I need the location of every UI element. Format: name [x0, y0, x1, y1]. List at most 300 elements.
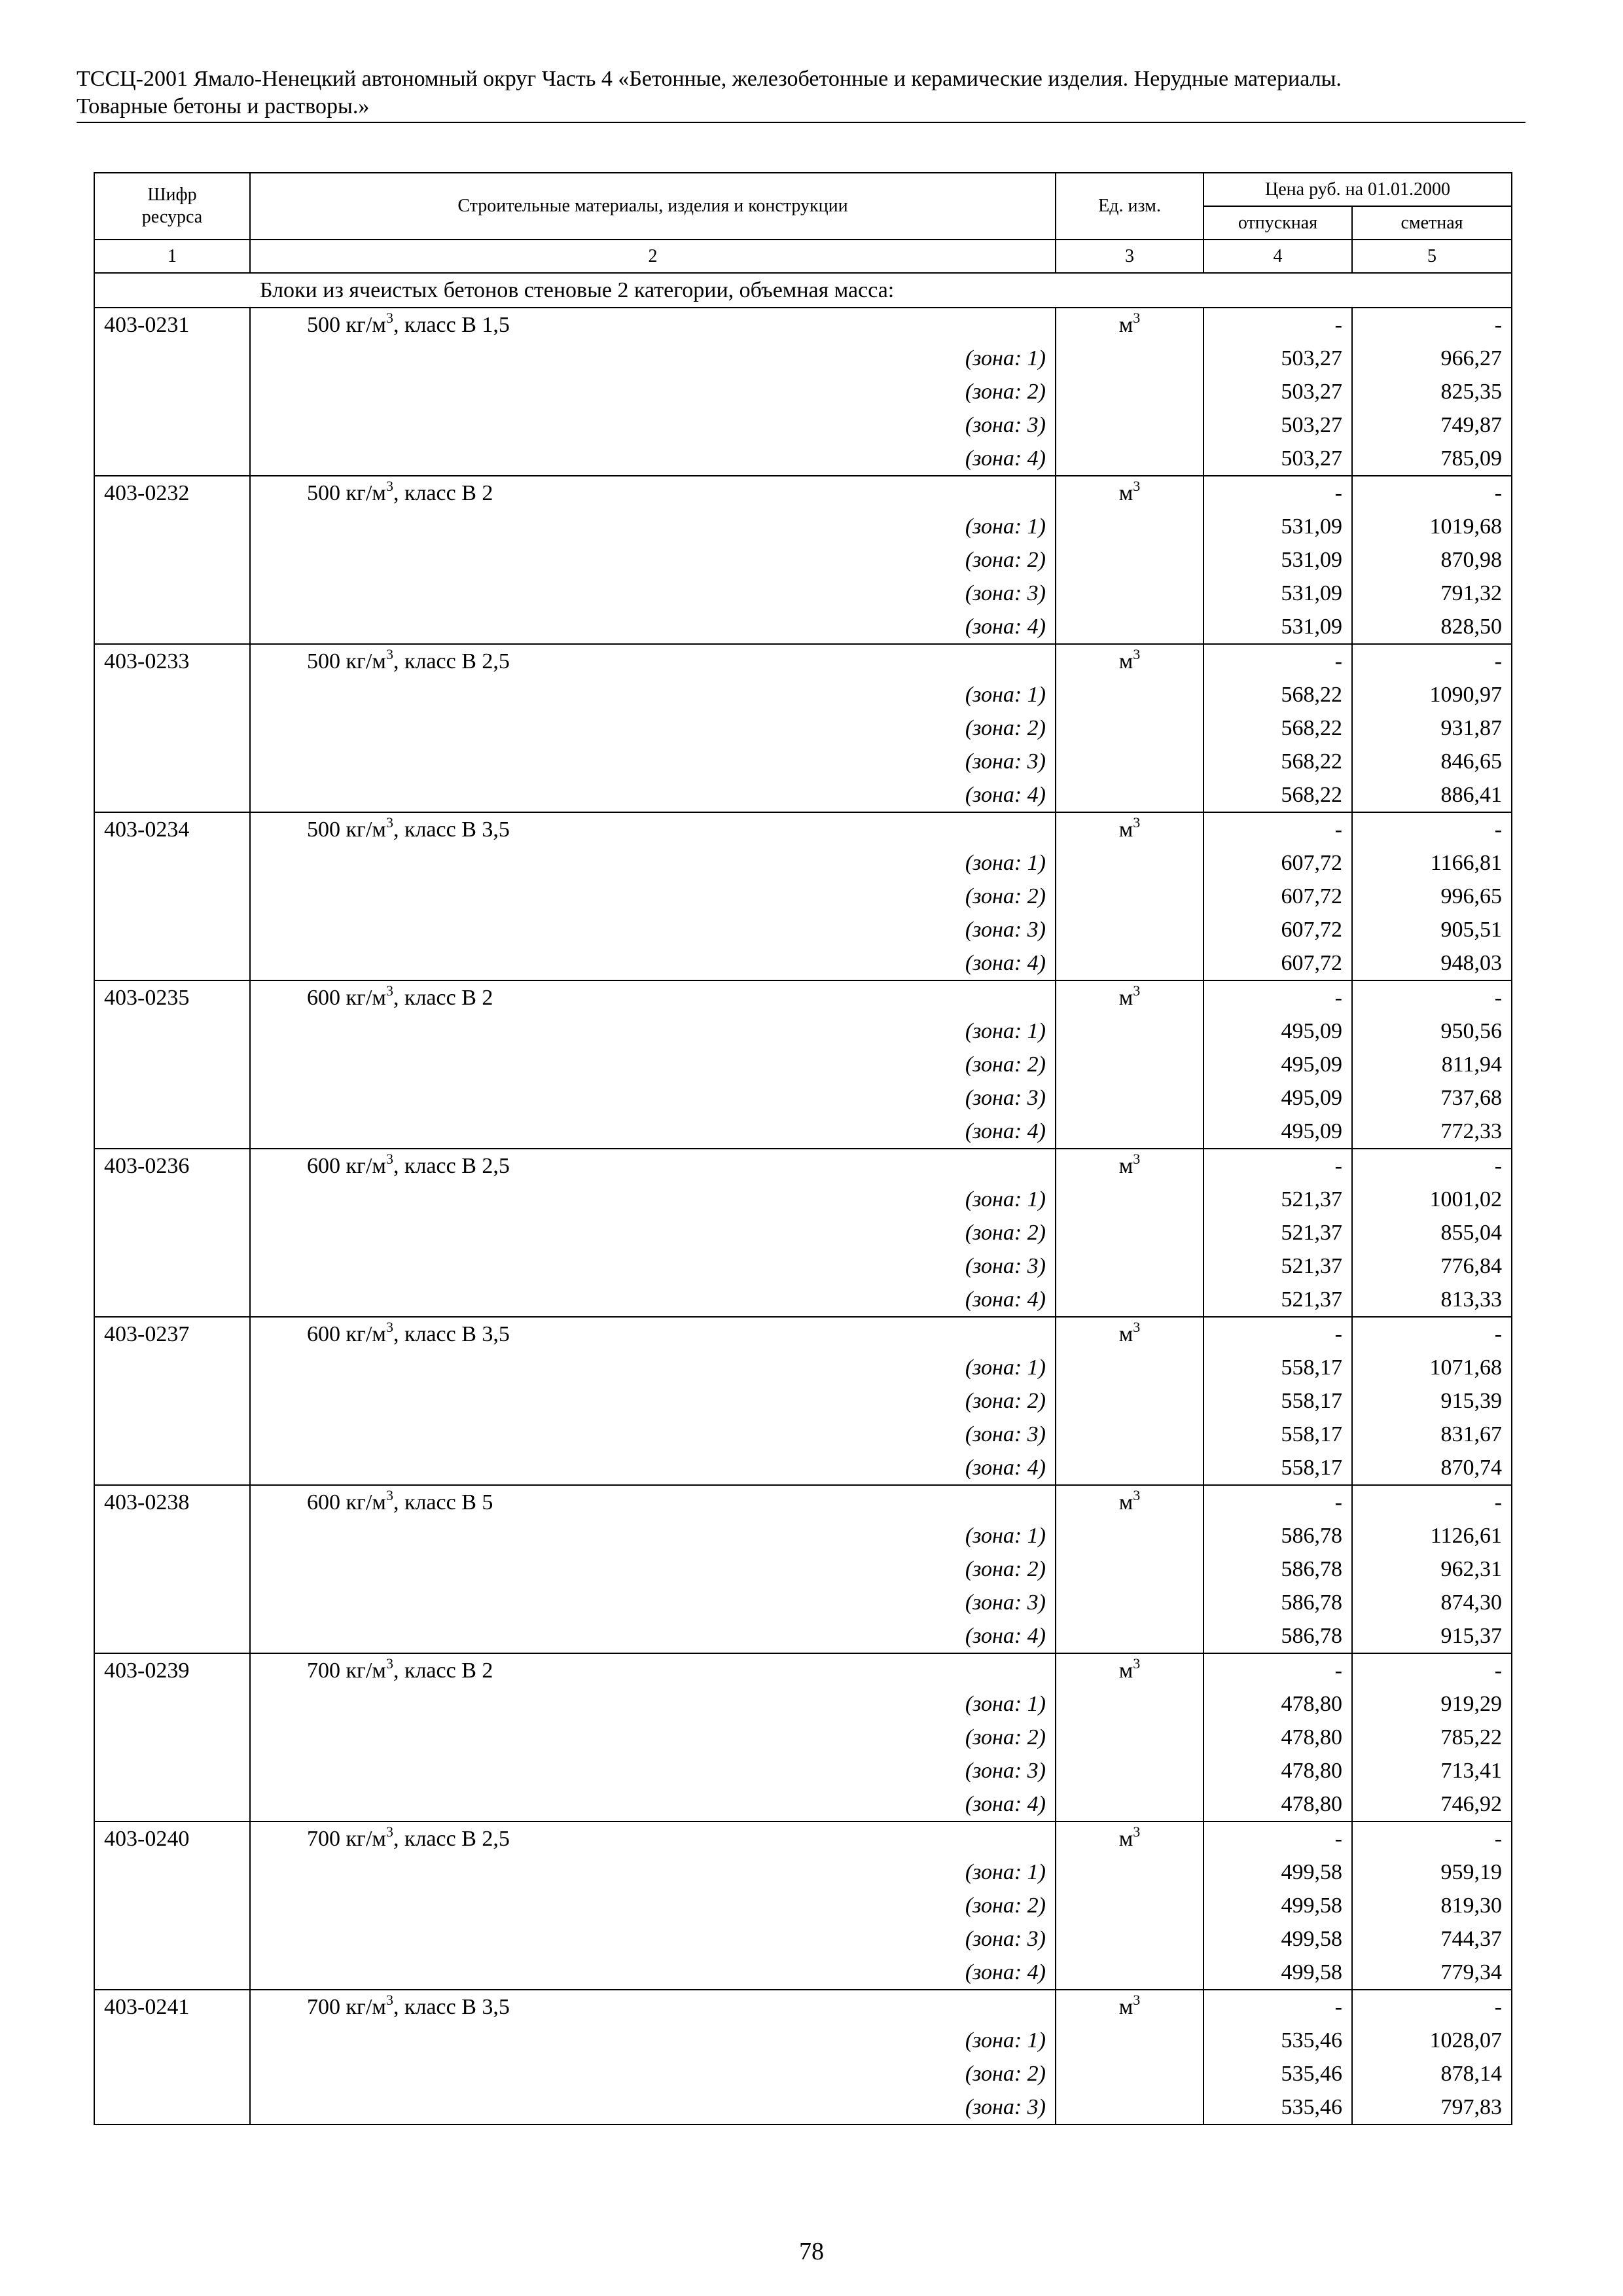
price-table-body: [94, 173, 1512, 2125]
zone-label: (зона: 4): [250, 610, 1056, 644]
empty-cell: [94, 846, 250, 880]
estimate-price: 878,14: [1352, 2057, 1512, 2090]
zone-label: (зона: 1): [250, 846, 1056, 880]
zone-label: (зона: 2): [250, 1889, 1056, 1922]
empty-cell: [94, 1787, 250, 1821]
col-head-name: Строительные материалы, изделия и конструкции: [250, 173, 1056, 240]
resource-code: 403-0237: [94, 1317, 250, 1351]
empty-cell: [1056, 1721, 1204, 1754]
estimate-price: -: [1352, 1485, 1512, 1519]
item-density: 600 кг/м: [307, 1322, 386, 1346]
zone-row: [94, 1384, 1512, 1418]
zone-label: (зона: 1): [250, 678, 1056, 711]
zone-row: [94, 375, 1512, 408]
unit-label: м: [1118, 1995, 1133, 2019]
wholesale-price: 503,27: [1204, 408, 1352, 442]
zone-row: [94, 342, 1512, 375]
item-row: [94, 476, 1512, 510]
unit-cell: [1056, 1990, 1204, 2024]
estimate-price: -: [1352, 980, 1512, 1014]
empty-cell: [94, 2024, 250, 2057]
zone-row: [94, 510, 1512, 543]
wholesale-price: -: [1204, 1990, 1352, 2024]
empty-cell: [1056, 1384, 1204, 1418]
item-name: [250, 812, 1056, 846]
zone-row: [94, 846, 1512, 880]
empty-cell: [1056, 2090, 1204, 2125]
estimate-price: 1090,97: [1352, 678, 1512, 711]
zone-label: (зона: 4): [250, 946, 1056, 980]
item-row: [94, 308, 1512, 342]
item-name: [250, 1990, 1056, 2024]
zone-label: (зона: 3): [250, 1081, 1056, 1115]
zone-row: [94, 1451, 1512, 1485]
empty-cell: [1056, 946, 1204, 980]
item-class: , класс В 3,5: [393, 1322, 510, 1346]
unit-label: м: [1118, 817, 1133, 842]
unit-cell: [1056, 308, 1204, 342]
empty-cell: [1056, 778, 1204, 812]
empty-cell: [94, 1552, 250, 1586]
empty-cell: [1056, 1956, 1204, 1990]
unit-superscript: 3: [1133, 1150, 1141, 1167]
item-density: 700 кг/м: [307, 1995, 386, 2019]
estimate-price: 959,19: [1352, 1856, 1512, 1889]
empty-cell: [1056, 442, 1204, 476]
item-row: [94, 1990, 1512, 2024]
resource-code: 403-0238: [94, 1485, 250, 1519]
item-class: , класс В 2,5: [393, 1154, 510, 1178]
wholesale-price: 531,09: [1204, 510, 1352, 543]
empty-cell: [94, 1687, 250, 1721]
unit-superscript: 3: [1133, 814, 1141, 831]
zone-row: [94, 1283, 1512, 1317]
item-row: [94, 644, 1512, 678]
empty-cell: [94, 1586, 250, 1619]
wholesale-price: -: [1204, 1149, 1352, 1183]
cubic-superscript: 3: [385, 1150, 393, 1167]
empty-cell: [94, 1889, 250, 1922]
unit-label: м: [1118, 1154, 1133, 1178]
wholesale-price: 495,09: [1204, 1048, 1352, 1081]
estimate-price: 905,51: [1352, 913, 1512, 946]
col-head-wholesale: отпускная: [1204, 206, 1352, 240]
table-header-row: [94, 173, 1512, 206]
wholesale-price: 568,22: [1204, 678, 1352, 711]
estimate-price: 744,37: [1352, 1922, 1512, 1956]
zone-label: (зона: 2): [250, 880, 1056, 913]
wholesale-price: -: [1204, 812, 1352, 846]
zone-row: [94, 1889, 1512, 1922]
col-head-estimate: сметная: [1352, 206, 1512, 240]
estimate-price: 870,98: [1352, 543, 1512, 577]
empty-cell: [94, 1048, 250, 1081]
zone-row: [94, 880, 1512, 913]
estimate-price: 1071,68: [1352, 1351, 1512, 1384]
empty-cell: [1056, 375, 1204, 408]
unit-superscript: 3: [1133, 1655, 1141, 1672]
empty-cell: [1056, 543, 1204, 577]
item-density: 700 кг/м: [307, 1659, 386, 1683]
wholesale-price: -: [1204, 1821, 1352, 1856]
item-density: 600 кг/м: [307, 1490, 386, 1515]
zone-label: (зона: 3): [250, 1249, 1056, 1283]
item-class: , класс В 3,5: [393, 817, 510, 842]
zone-row: [94, 745, 1512, 778]
wholesale-price: 503,27: [1204, 342, 1352, 375]
wholesale-price: 586,78: [1204, 1552, 1352, 1586]
empty-cell: [94, 1856, 250, 1889]
zone-row: [94, 678, 1512, 711]
wholesale-price: 531,09: [1204, 610, 1352, 644]
wholesale-price: 586,78: [1204, 1619, 1352, 1653]
wholesale-price: -: [1204, 980, 1352, 1014]
header-line-1: ТССЦ-2001 Ямало-Ненецкий автономный округ Часть 4 «Бетонные, железобетонные и керамические изделия. Нерудные материалы.: [77, 67, 1342, 91]
estimate-price: 931,87: [1352, 711, 1512, 745]
empty-cell: [94, 1216, 250, 1249]
resource-code: 403-0234: [94, 812, 250, 846]
zone-row: [94, 1619, 1512, 1653]
item-name: [250, 1485, 1056, 1519]
cubic-superscript: 3: [385, 814, 393, 831]
unit-superscript: 3: [1133, 982, 1141, 999]
empty-cell: [94, 1754, 250, 1787]
item-row: [94, 812, 1512, 846]
estimate-price: -: [1352, 308, 1512, 342]
empty-cell: [94, 1519, 250, 1552]
zone-row: [94, 1922, 1512, 1956]
empty-cell: [94, 1451, 250, 1485]
empty-cell: [1056, 846, 1204, 880]
unit-superscript: 3: [1133, 1486, 1141, 1503]
zone-label: (зона: 3): [250, 408, 1056, 442]
wholesale-price: 521,37: [1204, 1183, 1352, 1216]
empty-cell: [94, 1283, 250, 1317]
empty-cell: [1056, 1418, 1204, 1451]
item-density: 500 кг/м: [307, 481, 386, 505]
empty-cell: [1056, 577, 1204, 610]
cubic-superscript: 3: [385, 1991, 393, 2008]
col-num-1: 1: [94, 240, 250, 273]
wholesale-price: 531,09: [1204, 543, 1352, 577]
zone-label: (зона: 3): [250, 1754, 1056, 1787]
unit-cell: [1056, 1149, 1204, 1183]
column-number-row: [94, 240, 1512, 273]
wholesale-price: 521,37: [1204, 1249, 1352, 1283]
zone-label: (зона: 2): [250, 1048, 1056, 1081]
wholesale-price: 607,72: [1204, 946, 1352, 980]
empty-cell: [94, 2090, 250, 2125]
estimate-price: 791,32: [1352, 577, 1512, 610]
section-title: Блоки из ячеистых бетонов стеновые 2 категории, объемная масса:: [94, 273, 1512, 308]
item-name: [250, 476, 1056, 510]
unit-label: м: [1118, 986, 1133, 1010]
empty-cell: [94, 913, 250, 946]
resource-code: 403-0236: [94, 1149, 250, 1183]
zone-row: [94, 913, 1512, 946]
estimate-price: -: [1352, 1821, 1512, 1856]
unit-superscript: 3: [1133, 477, 1141, 494]
item-row: [94, 980, 1512, 1014]
empty-cell: [1056, 1014, 1204, 1048]
empty-cell: [94, 711, 250, 745]
zone-label: (зона: 4): [250, 1451, 1056, 1485]
empty-cell: [1056, 408, 1204, 442]
wholesale-price: 568,22: [1204, 778, 1352, 812]
wholesale-price: 558,17: [1204, 1384, 1352, 1418]
zone-label: (зона: 4): [250, 1283, 1056, 1317]
zone-row: [94, 543, 1512, 577]
zone-label: (зона: 4): [250, 1787, 1056, 1821]
empty-cell: [94, 1721, 250, 1754]
zone-label: (зона: 4): [250, 1619, 1056, 1653]
estimate-price: 855,04: [1352, 1216, 1512, 1249]
empty-cell: [1056, 1552, 1204, 1586]
wholesale-price: 495,09: [1204, 1081, 1352, 1115]
wholesale-price: 499,58: [1204, 1956, 1352, 1990]
zone-row: [94, 577, 1512, 610]
wholesale-price: 531,09: [1204, 577, 1352, 610]
item-row: [94, 1317, 1512, 1351]
cubic-superscript: 3: [385, 309, 393, 326]
zone-label: (зона: 2): [250, 1721, 1056, 1754]
empty-cell: [94, 1249, 250, 1283]
unit-label: м: [1118, 481, 1133, 505]
empty-cell: [1056, 1889, 1204, 1922]
item-class: , класс В 2: [393, 1659, 493, 1683]
estimate-price: 785,09: [1352, 442, 1512, 476]
item-name: [250, 644, 1056, 678]
estimate-price: 749,87: [1352, 408, 1512, 442]
cubic-superscript: 3: [385, 477, 393, 494]
wholesale-price: 558,17: [1204, 1451, 1352, 1485]
estimate-price: 1166,81: [1352, 846, 1512, 880]
empty-cell: [1056, 1787, 1204, 1821]
col-head-code: Шифр ресурса: [94, 173, 250, 240]
zone-row: [94, 1754, 1512, 1787]
cubic-superscript: 3: [385, 645, 393, 662]
wholesale-price: 568,22: [1204, 711, 1352, 745]
wholesale-price: 607,72: [1204, 846, 1352, 880]
document-header: [77, 65, 1524, 120]
empty-cell: [1056, 2024, 1204, 2057]
cubic-superscript: 3: [385, 1655, 393, 1672]
zone-label: (зона: 1): [250, 342, 1056, 375]
resource-code: 403-0241: [94, 1990, 250, 2024]
section-row: [94, 273, 1512, 308]
empty-cell: [94, 342, 250, 375]
unit-superscript: 3: [1133, 1823, 1141, 1840]
empty-cell: [1056, 913, 1204, 946]
empty-cell: [94, 1014, 250, 1048]
wholesale-price: 478,80: [1204, 1721, 1352, 1754]
empty-cell: [94, 880, 250, 913]
wholesale-price: 499,58: [1204, 1889, 1352, 1922]
item-class: , класс В 3,5: [393, 1995, 510, 2019]
empty-cell: [94, 510, 250, 543]
unit-cell: [1056, 1317, 1204, 1351]
zone-row: [94, 1183, 1512, 1216]
wholesale-price: 495,09: [1204, 1115, 1352, 1149]
zone-label: (зона: 1): [250, 1519, 1056, 1552]
unit-cell: [1056, 812, 1204, 846]
zone-label: (зона: 2): [250, 2057, 1056, 2090]
page-number: 78: [799, 2238, 824, 2265]
estimate-price: 948,03: [1352, 946, 1512, 980]
estimate-price: 886,41: [1352, 778, 1512, 812]
zone-label: (зона: 1): [250, 1183, 1056, 1216]
empty-cell: [1056, 510, 1204, 543]
col-head-price: Цена руб. на 01.01.2000: [1204, 173, 1512, 206]
wholesale-price: 586,78: [1204, 1519, 1352, 1552]
empty-cell: [94, 1619, 250, 1653]
zone-label: (зона: 3): [250, 577, 1056, 610]
estimate-price: -: [1352, 644, 1512, 678]
estimate-price: -: [1352, 476, 1512, 510]
unit-cell: [1056, 644, 1204, 678]
item-class: , класс В 2,5: [393, 1827, 510, 1851]
zone-label: (зона: 2): [250, 1216, 1056, 1249]
estimate-price: 797,83: [1352, 2090, 1512, 2125]
unit-cell: [1056, 1821, 1204, 1856]
zone-row: [94, 610, 1512, 644]
estimate-price: -: [1352, 812, 1512, 846]
empty-cell: [1056, 1856, 1204, 1889]
item-density: 500 кг/м: [307, 313, 386, 337]
empty-cell: [94, 745, 250, 778]
item-name: [250, 980, 1056, 1014]
empty-cell: [94, 1418, 250, 1451]
wholesale-price: 535,46: [1204, 2057, 1352, 2090]
wholesale-price: -: [1204, 1653, 1352, 1687]
header-line-2: Товарные бетоны и растворы.»: [77, 94, 370, 118]
empty-cell: [1056, 1283, 1204, 1317]
empty-cell: [1056, 1081, 1204, 1115]
zone-row: [94, 1586, 1512, 1619]
item-class: , класс В 5: [393, 1490, 493, 1515]
zone-row: [94, 1721, 1512, 1754]
wholesale-price: 499,58: [1204, 1922, 1352, 1956]
cubic-superscript: 3: [385, 1823, 393, 1840]
unit-cell: [1056, 1653, 1204, 1687]
wholesale-price: 478,80: [1204, 1787, 1352, 1821]
zone-row: [94, 1351, 1512, 1384]
empty-cell: [1056, 1115, 1204, 1149]
zone-row: [94, 1115, 1512, 1149]
zone-row: [94, 2024, 1512, 2057]
empty-cell: [94, 408, 250, 442]
header-divider: [77, 122, 1525, 123]
zone-row: [94, 442, 1512, 476]
item-class: , класс В 1,5: [393, 313, 510, 337]
zone-row: [94, 1048, 1512, 1081]
zone-label: (зона: 3): [250, 1418, 1056, 1451]
estimate-price: -: [1352, 1317, 1512, 1351]
unit-label: м: [1118, 1827, 1133, 1851]
estimate-price: 825,35: [1352, 375, 1512, 408]
empty-cell: [94, 1956, 250, 1990]
empty-cell: [1056, 1687, 1204, 1721]
estimate-price: 919,29: [1352, 1687, 1512, 1721]
resource-code: 403-0233: [94, 644, 250, 678]
zone-row: [94, 408, 1512, 442]
zone-label: (зона: 2): [250, 543, 1056, 577]
zone-label: (зона: 4): [250, 1956, 1056, 1990]
zone-row: [94, 1856, 1512, 1889]
empty-cell: [94, 442, 250, 476]
zone-label: (зона: 2): [250, 1384, 1056, 1418]
cubic-superscript: 3: [385, 982, 393, 999]
wholesale-price: 568,22: [1204, 745, 1352, 778]
wholesale-price: 478,80: [1204, 1754, 1352, 1787]
empty-cell: [94, 610, 250, 644]
zone-row: [94, 1249, 1512, 1283]
unit-cell: [1056, 1485, 1204, 1519]
unit-cell: [1056, 980, 1204, 1014]
wholesale-price: 495,09: [1204, 1014, 1352, 1048]
zone-label: (зона: 1): [250, 510, 1056, 543]
col-head-unit: Ед. изм.: [1056, 173, 1204, 240]
zone-label: (зона: 4): [250, 442, 1056, 476]
zone-label: (зона: 3): [250, 1586, 1056, 1619]
estimate-price: 1028,07: [1352, 2024, 1512, 2057]
wholesale-price: 535,46: [1204, 2024, 1352, 2057]
wholesale-price: 503,27: [1204, 375, 1352, 408]
zone-label: (зона: 3): [250, 745, 1056, 778]
item-name: [250, 1653, 1056, 1687]
empty-cell: [94, 577, 250, 610]
wholesale-price: 607,72: [1204, 913, 1352, 946]
empty-cell: [94, 1115, 250, 1149]
zone-label: (зона: 1): [250, 1687, 1056, 1721]
wholesale-price: 558,17: [1204, 1351, 1352, 1384]
zone-label: (зона: 2): [250, 1552, 1056, 1586]
estimate-price: 828,50: [1352, 610, 1512, 644]
empty-cell: [1056, 678, 1204, 711]
wholesale-price: -: [1204, 1485, 1352, 1519]
estimate-price: 915,37: [1352, 1619, 1512, 1653]
empty-cell: [1056, 745, 1204, 778]
estimate-price: 785,22: [1352, 1721, 1512, 1754]
col-num-3: 3: [1056, 240, 1204, 273]
item-class: , класс В 2: [393, 986, 493, 1010]
item-density: 500 кг/м: [307, 817, 386, 842]
zone-row: [94, 2090, 1512, 2125]
estimate-price: 772,33: [1352, 1115, 1512, 1149]
zone-row: [94, 778, 1512, 812]
zone-row: [94, 1418, 1512, 1451]
wholesale-price: 535,46: [1204, 2090, 1352, 2125]
wholesale-price: -: [1204, 308, 1352, 342]
col-num-2: 2: [250, 240, 1056, 273]
empty-cell: [94, 678, 250, 711]
price-table: [94, 172, 1512, 2125]
wholesale-price: -: [1204, 644, 1352, 678]
item-row: [94, 1485, 1512, 1519]
estimate-price: 811,94: [1352, 1048, 1512, 1081]
item-row: [94, 1821, 1512, 1856]
empty-cell: [1056, 1351, 1204, 1384]
zone-label: (зона: 3): [250, 2090, 1056, 2125]
zone-row: [94, 1787, 1512, 1821]
estimate-price: 966,27: [1352, 342, 1512, 375]
item-class: , класс В 2: [393, 481, 493, 505]
unit-label: м: [1118, 313, 1133, 337]
unit-cell: [1056, 476, 1204, 510]
estimate-price: 831,67: [1352, 1418, 1512, 1451]
empty-cell: [1056, 1048, 1204, 1081]
item-density: 700 кг/м: [307, 1827, 386, 1851]
